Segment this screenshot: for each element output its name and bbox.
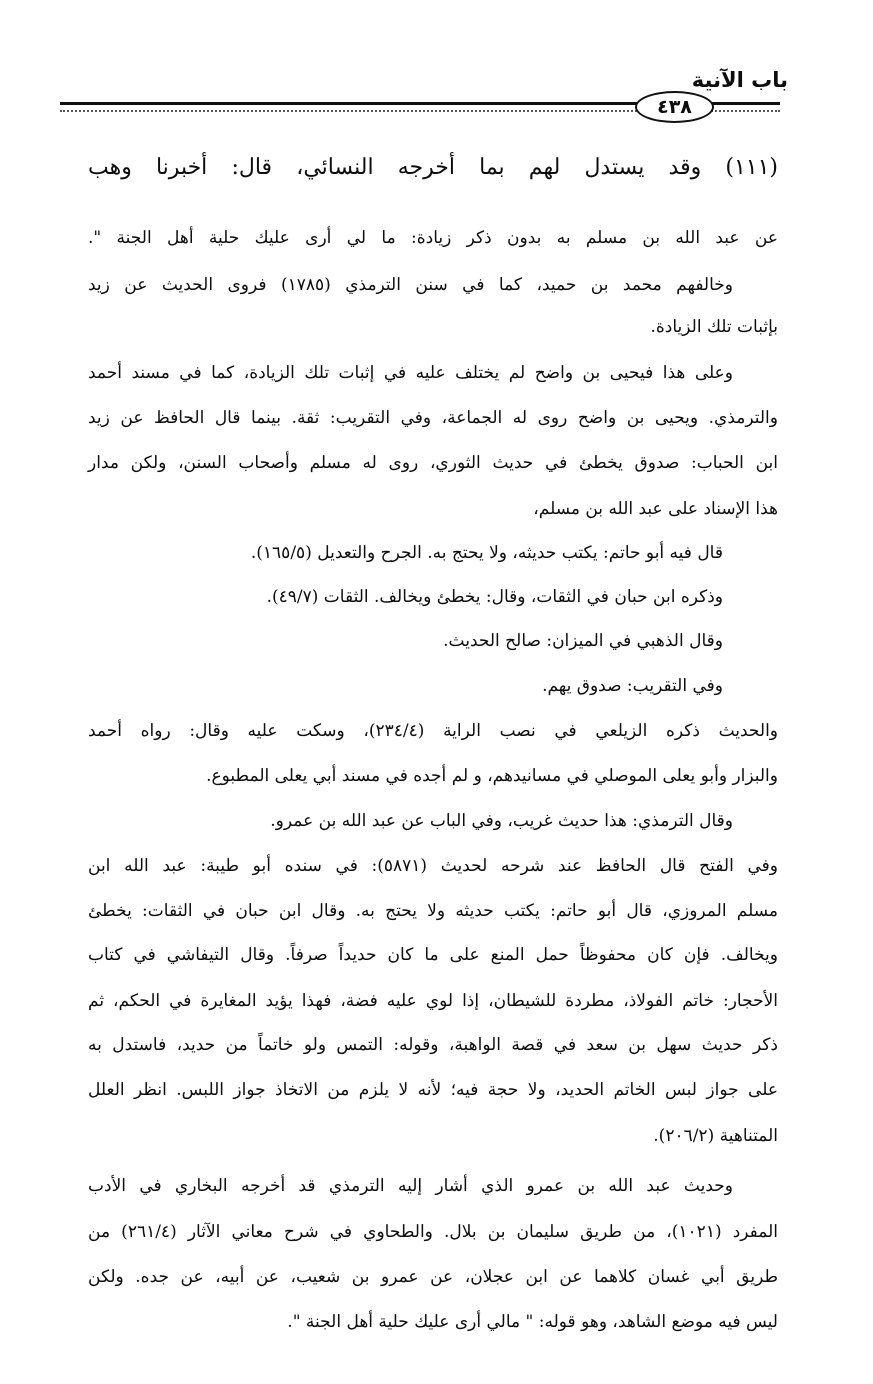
text-line: ابن الحباب: صدوق يخطئ في حديث الثوري، روى له مسلم وأصحاب السنن، ولكن مدار [88, 453, 778, 473]
text-line: والحديث ذكره الزيلعي في نصب الراية (٢٣٤/٤)، وسكت عليه وقال: رواه أحمد [88, 721, 779, 741]
text-line: وقال الترمذي: هذا حديث غريب، وفي الباب عن عبد الله بن عمرو. [270, 811, 733, 831]
text-line: قال فيه أبو حاتم: يكتب حديثه، ولا يحتج به. الجرح والتعديل (١٦٥/٥). [250, 543, 723, 563]
text-line: وذكره ابن حبان في الثقات، وقال: يخطئ ويخالف. الثقات (٤٩/٧). [266, 587, 723, 607]
text-line: (١١١) وقد يستدل لهم بما أخرجه النسائي، قال: أخبرنا وهب [88, 155, 778, 180]
text-line: مسلم المروزي، قال أبو حاتم: يكتب حديثه ولا يحتج به. وقال ابن حبان في الثقات: يخطئ [88, 901, 778, 921]
text-line: ويخالف. فإن كان محفوظاً حمل المنع على ما كان حديداً صرفاً. وقال التيفاشي في كتاب [88, 945, 778, 965]
text-line: وحديث عبد الله بن عمرو الذي أشار إليه الترمذي قد أخرجه البخاري في الأدب [88, 1176, 733, 1196]
text-line: وعلى هذا فيحيى بن واضح لم يختلف عليه في إثبات تلك الزيادة، كما في مسند أحمد [88, 363, 733, 383]
text-line: هذا الإسناد على عبد الله بن مسلم، [533, 499, 778, 519]
chapter-title: باب الآنية [691, 68, 788, 92]
text-line: بإثبات تلك الزيادة. [650, 317, 778, 337]
page-number: ٤٣٨ [635, 91, 714, 123]
text-line: وفي الفتح قال الحافظ عند شرحه لحديث (٥٨٧١): في سنده أبو طيبة: عبد الله ابن [88, 856, 778, 876]
text-line: على جواز لبس الخاتم الحديد، ولا حجة فيه؛ لأنه لا يلزم من الاتخاذ جواز اللبس. انظر العلل [88, 1080, 778, 1100]
text-line: ذكر حديث سهل بن سعد في قصة الواهبة، وقوله: التمس ولو خاتماً من حديد، فاستدل به [88, 1035, 778, 1055]
text-line: ليس فيه موضع الشاهد، وهو قوله: " مالي أرى عليك حلية أهل الجنة ". [287, 1312, 778, 1332]
text-line: وفي التقريب: صدوق يهم. [542, 676, 723, 696]
text-line: عن عبد الله بن مسلم به بدون ذكر زيادة: ما لي أرى عليك حلية أهل الجنة ". [88, 228, 778, 248]
text-line: والترمذي. ويحيى بن واضح روى له الجماعة، وفي التقريب: ثقة. بينما قال الحافظ عن زيد [88, 408, 778, 428]
text-line: المفرد (١٠٢١)، من طريق سليمان بن بلال. والطحاوي في شرح معاني الآثار (٢٦١/٤) من [88, 1222, 778, 1242]
text-line: الأحجار: خاتم الفولاذ، مطردة للشيطان، إذا لوي عليه فضة، فهذا يؤيد المغايرة في الحكم، ثم [88, 991, 778, 1011]
text-line: والبزار وأبو يعلى الموصلي في مسانيدهم، و لم أجده في مسند أبي يعلى المطبوع. [206, 766, 778, 786]
text-line: المتناهية (٢٠٦/٢). [653, 1126, 778, 1146]
page-header [0, 60, 873, 130]
text-line: طريق أبي غسان كلاهما عن ابن عجلان، عن عمرو بن شعيب، عن أبيه، عن جده. ولكن [88, 1267, 778, 1287]
text-line: وخالفهم محمد بن حميد، كما في سنن الترمذي (١٧٨٥) فروى الحديث عن زيد [88, 275, 733, 295]
text-line: وقال الذهبي في الميزان: صالح الحديث. [443, 631, 723, 651]
